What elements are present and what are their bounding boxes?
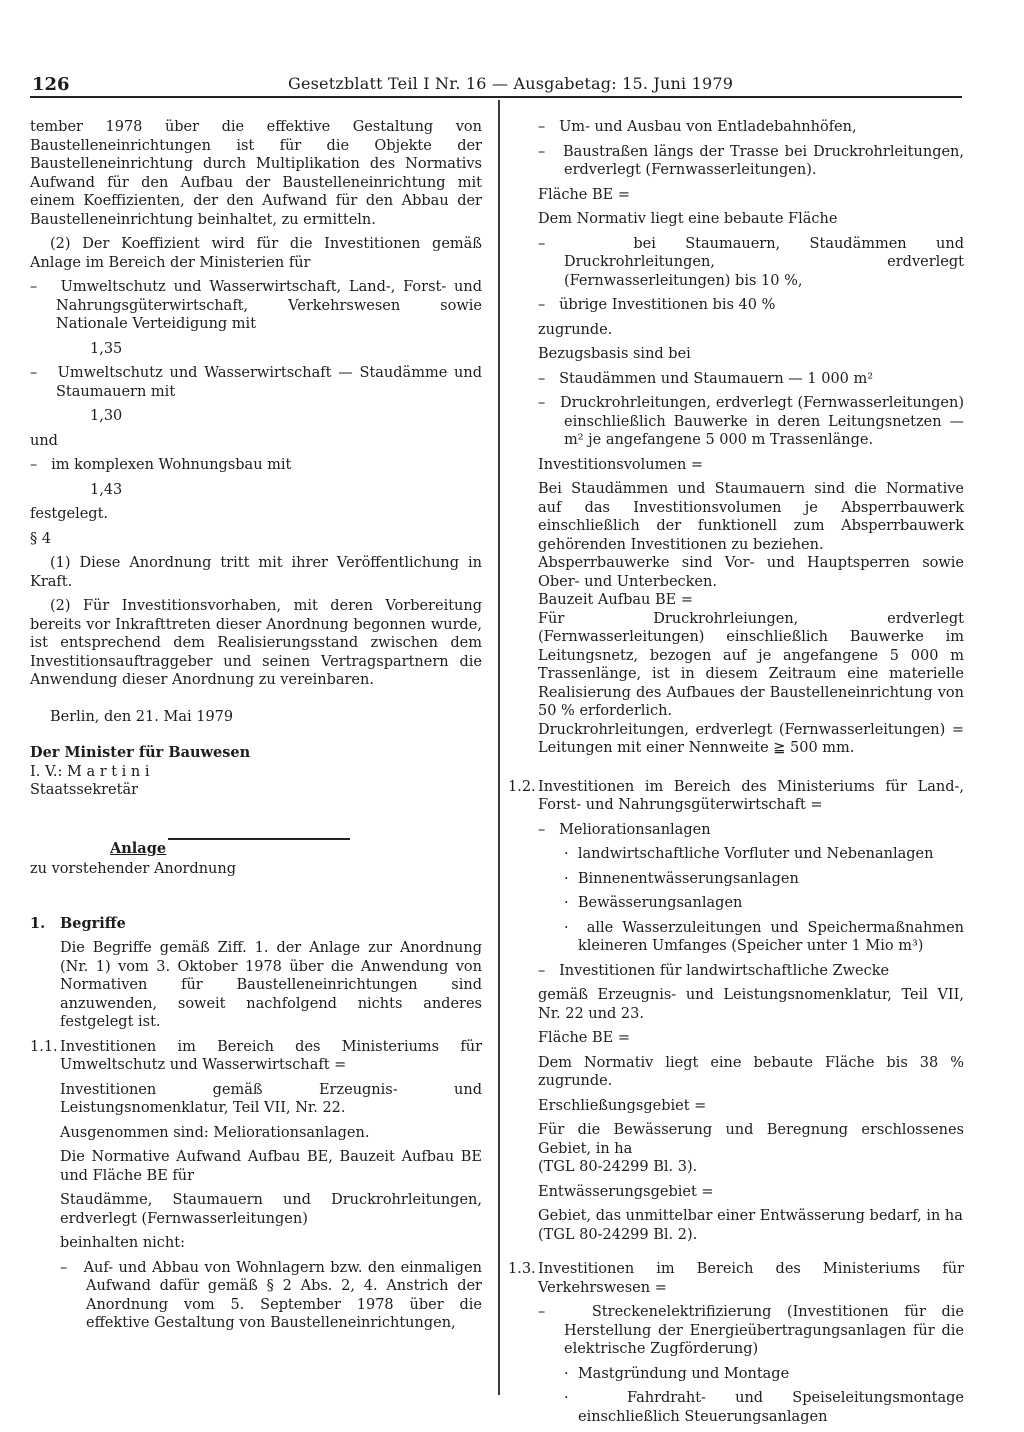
bullet-item: · Bewässerungsanlagen bbox=[538, 894, 964, 913]
term-heading: Fläche BE = bbox=[538, 186, 630, 203]
section-1-3 bbox=[508, 1260, 964, 1297]
list-item: – übrige Investitionen bis 40 % bbox=[538, 296, 964, 315]
term-heading: Entwässerungsgebiet = bbox=[538, 1183, 714, 1200]
list-item: – Meliorationsanlagen bbox=[538, 821, 964, 840]
annex-title: Anlage bbox=[110, 839, 167, 857]
bullet-item: · landwirtschaftliche Vorfluter und Nebenanlagen bbox=[538, 845, 964, 864]
paragraph: Für Druckrohrleiungen, erdverlegt (Fernwasserleitungen) einschließlich Bauwerke im Leitungsnetz, bezogen auf je angefangene 5 000 m Trassenlänge, ist in diesem Zeitraum eine materielle Realisierung des Aufbaues der Baustelleneinrichtung von 50 % erforderlich. bbox=[538, 610, 964, 719]
coefficient: 1,30 bbox=[90, 408, 123, 424]
reference: (TGL 80-24299 Bl. 2). bbox=[538, 1226, 698, 1243]
paragraph: Dem Normativ liegt eine bebaute Fläche bbox=[538, 211, 838, 227]
section-number: 1. bbox=[30, 914, 46, 932]
term-heading: Investitionsvolumen = bbox=[538, 456, 704, 473]
page-number: 126 bbox=[32, 74, 70, 95]
list-item: – Auf- und Abbau von Wohnlagern bzw. den einmaligen Aufwand dafür gemäß § 2 Abs. 2, 4. Anstrich der Anordnung vom 5. September 1978 über die effektive Gestaltung von Baustelleneinrichtungen, bbox=[60, 1259, 482, 1333]
term-heading: Fläche BE = bbox=[538, 1030, 630, 1046]
section-title: Investitionen im Bereich des Ministeriums für Land-, Forst- und Nahrungsgüterwirtschaft = bbox=[538, 778, 964, 813]
paragraph: zugrunde. bbox=[538, 321, 613, 338]
paragraph: Bei Staudämmen und Staumauern sind die Normative auf das Investitionsvolumen je Absperrbauwerk einschließlich der funktionell zum Absperrbauwerk gehörenden Investitionen zu beziehen. bbox=[538, 481, 964, 553]
reference: (TGL 80-24299 Bl. 3). bbox=[538, 1159, 698, 1175]
page-header bbox=[30, 70, 962, 98]
section-title: Begriffe bbox=[60, 914, 126, 932]
right-column bbox=[508, 118, 964, 1432]
paragraph: beinhalten nicht: bbox=[60, 1235, 185, 1251]
section-number: 1.3. bbox=[508, 1261, 536, 1277]
left-column bbox=[30, 118, 482, 1339]
list-item: – Druckrohrleitungen, erdverlegt (Fernwasserleitungen) einschließlich Bauwerke in deren Leitungsnetzen — m² je angefangene 5 000 m Trassenlänge. bbox=[538, 394, 964, 450]
paragraph: Bezugsbasis sind bei bbox=[538, 346, 691, 362]
paragraph: festgelegt. bbox=[30, 506, 109, 522]
paragraph: Dem Normativ liegt eine bebaute Fläche bis 38 % zugrunde. bbox=[538, 1054, 964, 1089]
date-line: Berlin, den 21. Mai 1979 bbox=[50, 708, 234, 725]
list-item: – Umweltschutz und Wasserwirtschaft, Land-, Forst- und Nahrungsgüterwirtschaft, Verkehrswesen sowie Nationale Verteidigung mit bbox=[30, 278, 482, 334]
paragraph: tember 1978 über die effektive Gestaltung von Baustelleneinrichtungen ist für die Objekte der Baustelleneinrichtung durch Multiplikation des Normativs Aufwand für den Aufbau der Baustelleneinrichtung mit einem Koeffizienten, der den Aufwand für den Abbau der Baustelleneinrichtung beinhaltet, zu ermitteln. bbox=[30, 119, 482, 228]
list-item: – Umweltschutz und Wasserwirtschaft — Staudämme und Staumauern mit bbox=[30, 364, 482, 401]
list-item: – Staudämmen und Staumauern — 1 000 m² bbox=[538, 370, 964, 389]
section-number: 1.1. bbox=[30, 1038, 58, 1055]
section-1-2 bbox=[508, 778, 964, 815]
section-title: Investitionen im Bereich des Ministeriums für Umweltschutz und Wasserwirtschaft = bbox=[60, 1038, 482, 1073]
coefficient: 1,43 bbox=[90, 481, 123, 498]
term-heading: Erschließungsgebiet = bbox=[538, 1097, 707, 1114]
paragraph: Die Begriffe gemäß Ziff. 1. der Anlage zur Anordnung (Nr. 1) vom 3. Oktober 1978 über die Anwendung von Normativen für Baustelleneinrichtungen sind anzuwenden, soweit nachfolgend nichts anderes festgelegt ist. bbox=[60, 940, 482, 1030]
paragraph: Ausgenommen sind: Meliorationsanlagen. bbox=[60, 1124, 370, 1141]
section-1 bbox=[30, 915, 482, 934]
paragraph: (2) Der Koeffizient wird für die Investitionen gemäß Anlage im Bereich der Ministerien für bbox=[30, 236, 482, 271]
list-item: – Investitionen für landwirtschaftliche Zwecke bbox=[538, 962, 964, 981]
section-heading: § 4 bbox=[30, 530, 52, 547]
section-title: Investitionen im Bereich des Ministeriums für Verkehrswesen = bbox=[538, 1261, 964, 1296]
bullet-item: · Fahrdraht- und Speiseleitungsmontage einschließlich Steuerungsanlagen bbox=[538, 1389, 964, 1426]
minister-title: Der Minister für Bauwesen bbox=[30, 744, 251, 761]
bullet-item: · Binnenentwässerungsanlagen bbox=[538, 870, 964, 889]
paragraph: (1) Diese Anordnung tritt mit ihrer Veröffentlichung in Kraft. bbox=[30, 555, 482, 590]
paragraph: Investitionen gemäß Erzeugnis- und Leistungsnomenklatur, Teil VII, Nr. 22. bbox=[60, 1081, 482, 1116]
list-item: – Baustraßen längs der Trasse bei Druckrohrleitungen, erdverlegt (Fernwasserleitungen). bbox=[538, 143, 964, 180]
paragraph: Absperrbauwerke sind Vor- und Hauptsperren sowie Ober- und Unterbecken. bbox=[538, 555, 964, 590]
list-item: – Streckenelektrifizierung (Investitionen für die Herstellung der Energieübertragungsanlagen für die elektrische Zugförderung) bbox=[538, 1303, 964, 1359]
list-item: – im komplexen Wohnungsbau mit bbox=[30, 456, 482, 475]
paragraph: Druckrohrleitungen, erdverlegt (Fernwasserleitungen) = Leitungen mit einer Nennweite ≧ 500 mm. bbox=[538, 721, 964, 756]
column-divider bbox=[498, 100, 500, 1395]
signatory-role: Staatssekretär bbox=[30, 782, 139, 798]
conjunction: und bbox=[30, 432, 58, 449]
section-1-1 bbox=[30, 1038, 482, 1075]
annex-subtitle: zu vorstehender Anordnung bbox=[30, 861, 237, 877]
paragraph: Staudämme, Staumauern und Druckrohrleitungen, erdverlegt (Fernwasserleitungen) bbox=[60, 1192, 482, 1227]
paragraph: Für die Bewässerung und Beregnung erschlossenes Gebiet, in ha bbox=[538, 1122, 964, 1157]
paragraph: Gebiet, das unmittelbar einer Entwässerung bedarf, in ha bbox=[538, 1208, 963, 1224]
bullet-item: · alle Wasserzuleitungen und Speichermaßnahmen kleineren Umfanges (Speicher unter 1 Mio m³) bbox=[538, 919, 964, 956]
signatory: I. V.: M a r t i n i bbox=[30, 763, 150, 780]
list-item: – bei Staumauern, Staudämmen und Druckrohrleitungen, erdverlegt (Fernwasserleitungen) bis 10 %, bbox=[538, 235, 964, 291]
header-title: Gesetzblatt Teil I Nr. 16 — Ausgabetag: 15. Juni 1979 bbox=[288, 74, 734, 93]
paragraph: gemäß Erzeugnis- und Leistungsnomenklatur, Teil VII, Nr. 22 und 23. bbox=[538, 987, 964, 1022]
term-heading: Bauzeit Aufbau BE = bbox=[538, 592, 693, 608]
coefficient: 1,35 bbox=[90, 340, 123, 357]
paragraph: Die Normative Aufwand Aufbau BE, Bauzeit Aufbau BE und Fläche BE für bbox=[60, 1149, 482, 1184]
bullet-item: · Mastgründung und Montage bbox=[538, 1365, 964, 1384]
list-item: – Um- und Ausbau von Entladebahnhöfen, bbox=[538, 118, 964, 137]
section-number: 1.2. bbox=[508, 778, 536, 795]
paragraph: (2) Für Investitionsvorhaben, mit deren Vorbereitung bereits vor Inkrafttreten dieser Anordnung begonnen wurde, ist entsprechend dem Realisierungsstand zwischen dem Investitionsauftraggeber und seinen Vertragspartnern die Anwendung dieser Anordnung zu vereinbaren. bbox=[30, 598, 482, 688]
